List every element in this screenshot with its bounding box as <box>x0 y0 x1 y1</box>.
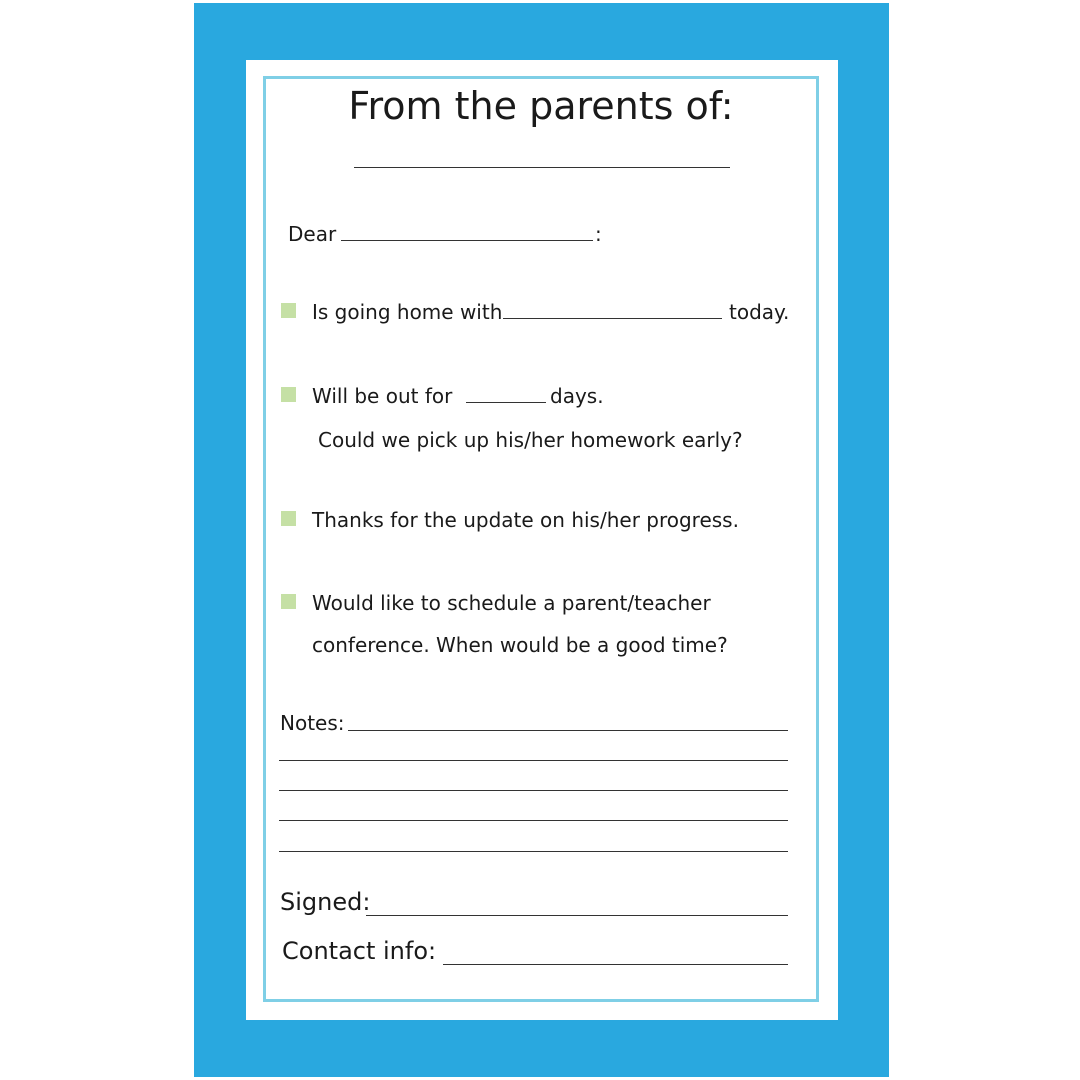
checkbox-thanks-update[interactable] <box>281 511 296 526</box>
notes-line-3[interactable] <box>279 790 788 791</box>
checkbox-going-home[interactable] <box>281 303 296 318</box>
signed-label: Signed: <box>280 888 371 916</box>
going-home-with-line[interactable] <box>503 318 722 319</box>
notes-line-1[interactable] <box>348 730 788 731</box>
thanks-update-text: Thanks for the update on his/her progress. <box>312 508 739 532</box>
conference-text-line2: conference. When would be a good time? <box>312 633 728 657</box>
inner-border <box>263 76 819 1002</box>
notes-label: Notes: <box>280 711 345 735</box>
going-home-today: today. <box>729 300 790 324</box>
days-text: days. <box>550 384 604 408</box>
dear-label: Dear <box>288 222 337 246</box>
going-home-text: Is going home with <box>312 300 503 324</box>
signature-line[interactable] <box>366 915 788 916</box>
homework-early-text: Could we pick up his/her homework early? <box>318 428 743 452</box>
out-for-text: Will be out for <box>312 384 453 408</box>
dear-name-line[interactable] <box>341 240 593 241</box>
child-name-line[interactable] <box>354 167 730 168</box>
contact-info-line[interactable] <box>443 964 788 965</box>
dear-colon: : <box>595 222 602 246</box>
conference-text-line1: Would like to schedule a parent/teacher <box>312 591 711 615</box>
notes-line-5[interactable] <box>279 851 788 852</box>
page-title: From the parents of: <box>348 84 734 128</box>
notes-line-4[interactable] <box>279 820 788 821</box>
notes-line-2[interactable] <box>279 760 788 761</box>
checkbox-out-for-days[interactable] <box>281 387 296 402</box>
contact-info-label: Contact info: <box>282 937 437 965</box>
checkbox-conference[interactable] <box>281 594 296 609</box>
days-count-line[interactable] <box>466 402 546 403</box>
